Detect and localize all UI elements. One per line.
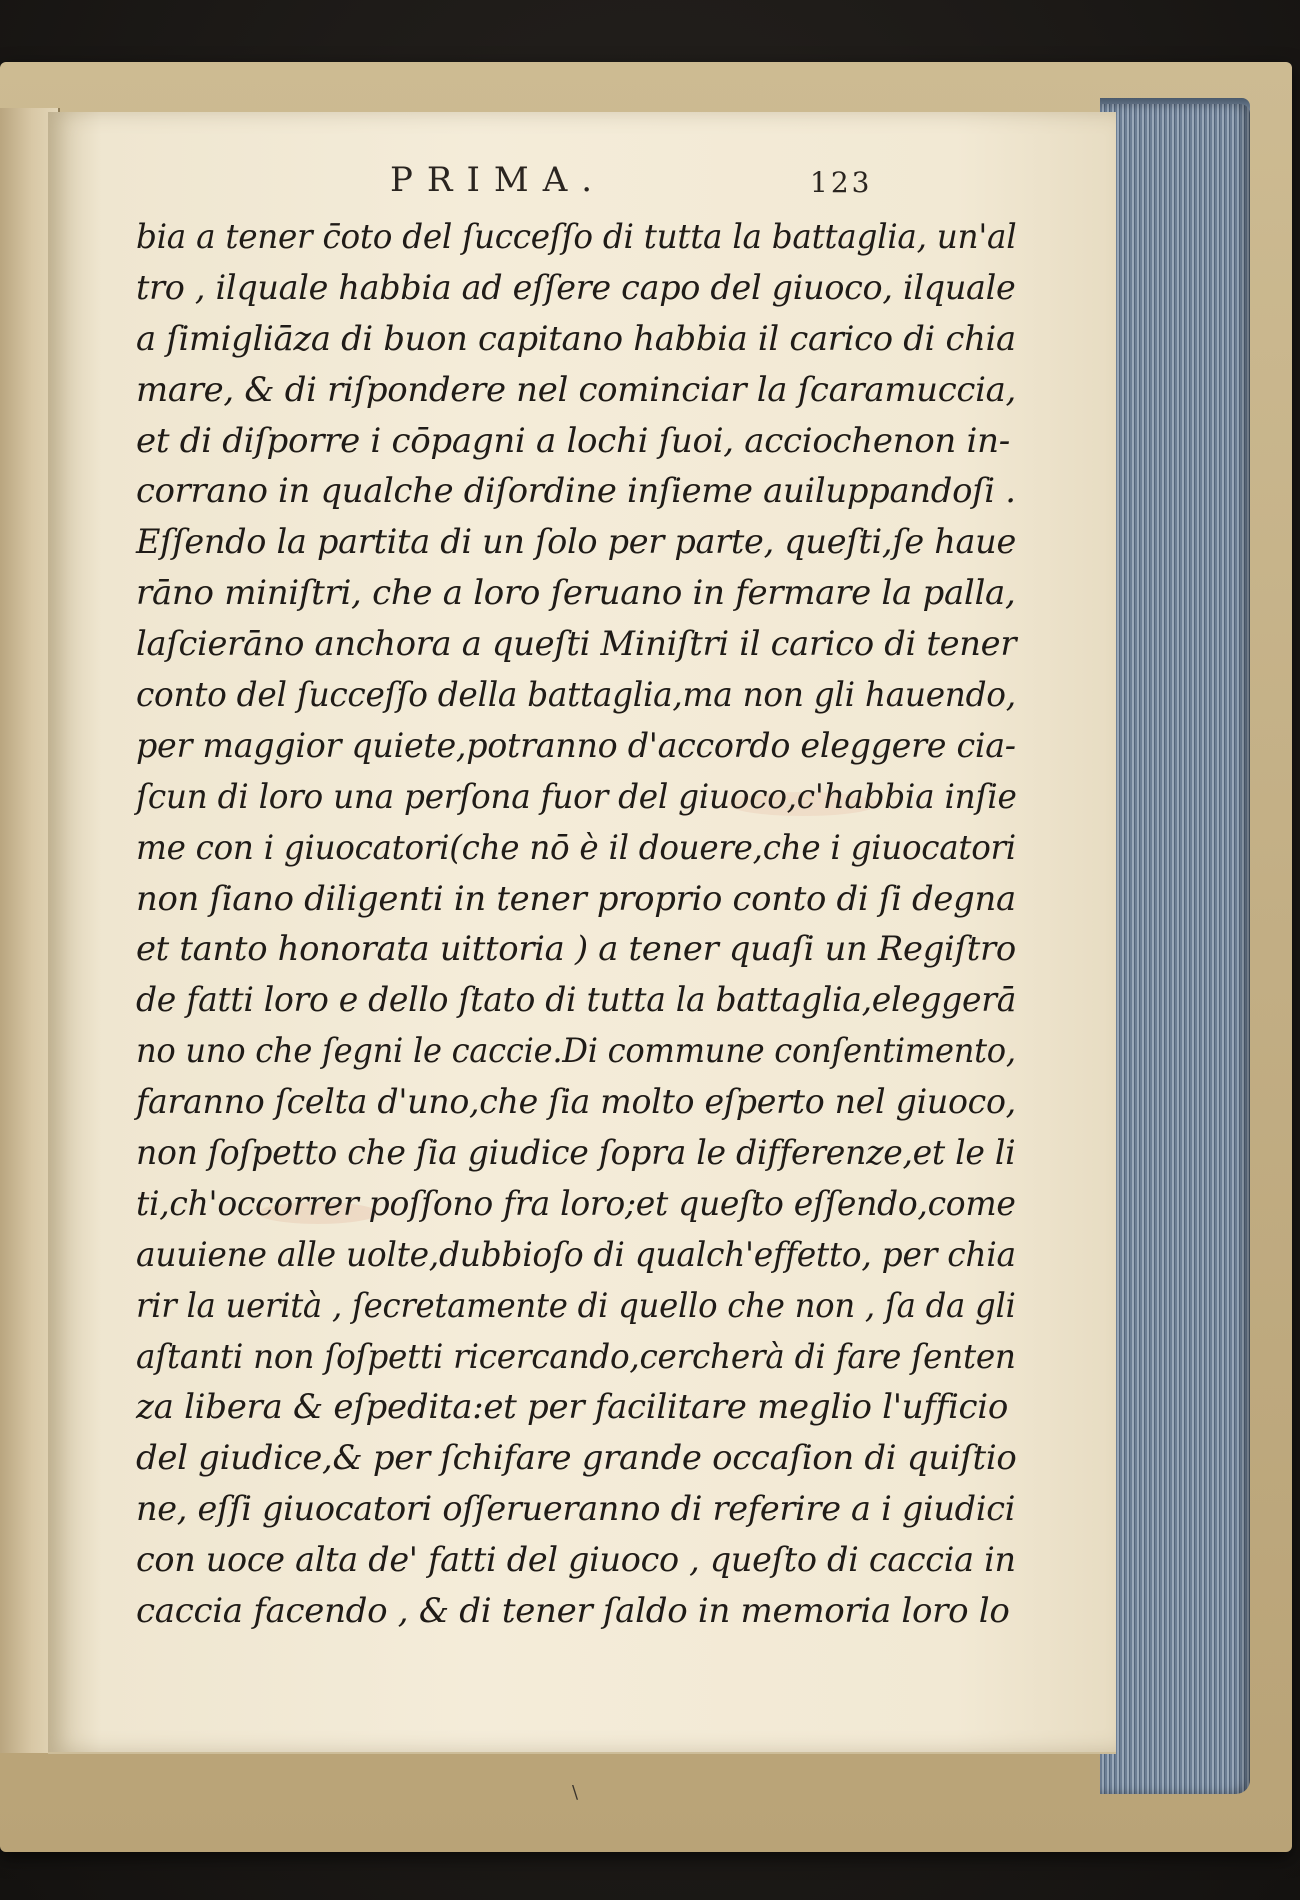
text-line: corrano in qualche diſordine inſieme auiluppandoſi . bbox=[136, 471, 1016, 512]
text-line: mare, & di riſpondere nel cominciar la ſcaramuccia, bbox=[136, 369, 1017, 410]
text-line: caccia facendo , & di tener ſaldo in memoria loro lo bbox=[136, 1591, 1010, 1632]
text-line: aſtanti non ſoſpetti ricercando,cercherà di fare ſenten bbox=[136, 1336, 1016, 1377]
running-head: PRIMA. bbox=[390, 160, 607, 200]
page-edges bbox=[1100, 104, 1250, 1794]
text-line: me con i giuocatori(che nō è il douere,che i giuocatori bbox=[136, 827, 1016, 868]
text-line: bia a tener c̄oto del ſucceſſo di tutta la battaglia, un'al bbox=[136, 217, 1017, 257]
text-line: del giudice,& per ſchifare grande occaſion di quiſtio bbox=[136, 1438, 1017, 1479]
text-line: laſcierāno anchora a queſti Miniſtri il carico di tener bbox=[136, 624, 1017, 665]
text-line: ſcun di loro una perſona fuor del giuoco,c'habbia inſie bbox=[136, 776, 1017, 817]
text-line: a ſimigliā̄za di buon capitano habbia il carico di chia bbox=[136, 318, 1016, 359]
text-line: con uoce alta de' fatti del giuoco , queſto di caccia in bbox=[136, 1540, 1016, 1581]
text-line: de fatti loro e dello ſtato di tutta la battaglia,eleggerā bbox=[136, 980, 1017, 1021]
text-line: ti,ch'occorrer poſſono fra loro;et queſto eſſendo,come bbox=[136, 1183, 1016, 1224]
text-line: non ſoſpetto che ſia giudice ſopra le differenze,et le li bbox=[136, 1133, 1016, 1174]
text-line: rāno miniſtri, che a loro ſeruano in fermare la palla, bbox=[136, 573, 1016, 614]
text-line: Eſſendo la partita di un ſolo per parte, queſti,ſe haue bbox=[136, 522, 1016, 563]
text-line: non ſiano diligenti in tener proprio conto di ſi degna bbox=[136, 878, 1016, 919]
text-line: et di diſporre i cōpagni a lochi ſuoi, acciochenon in- bbox=[136, 420, 1010, 461]
text-line: faranno ſcelta d'uno,che ſia molto eſperto nel giuoco, bbox=[136, 1082, 1016, 1123]
text-line: no uno che ſegni le caccie.Di commune conſentimento, bbox=[136, 1031, 1016, 1072]
page-header bbox=[48, 160, 1116, 210]
text-line: rir la uerità , ſecretamente di quello che non , ſa da gli bbox=[136, 1285, 1016, 1326]
text-line: ne, eſſi giuocatori oſſerueranno di referire a i giudici bbox=[136, 1489, 1016, 1530]
page-number: 123 bbox=[810, 166, 873, 199]
text-line: za libera & eſpedita:et per facilitare meglio l'ufficio bbox=[136, 1387, 1009, 1428]
text-line: per maggior quiete,potranno d'accordo eleggere cia- bbox=[136, 725, 1016, 766]
text-line: tro , ilquale habbia ad eſſere capo del giuoco, ilquale bbox=[136, 267, 1016, 308]
book-page bbox=[48, 112, 1116, 1803]
signature-mark: \ bbox=[572, 1782, 579, 1803]
body-text bbox=[136, 212, 1017, 1637]
text-line: et tanto honorata uittoria ) a tener quaſi un Regiſtro bbox=[136, 929, 1016, 970]
text-line: auuiene alle uolte,dubbioſo di qualch'effetto, per chia bbox=[136, 1234, 1016, 1275]
text-line: conto del ſucceſſo della battaglia,ma non gli hauendo, bbox=[136, 675, 1016, 716]
